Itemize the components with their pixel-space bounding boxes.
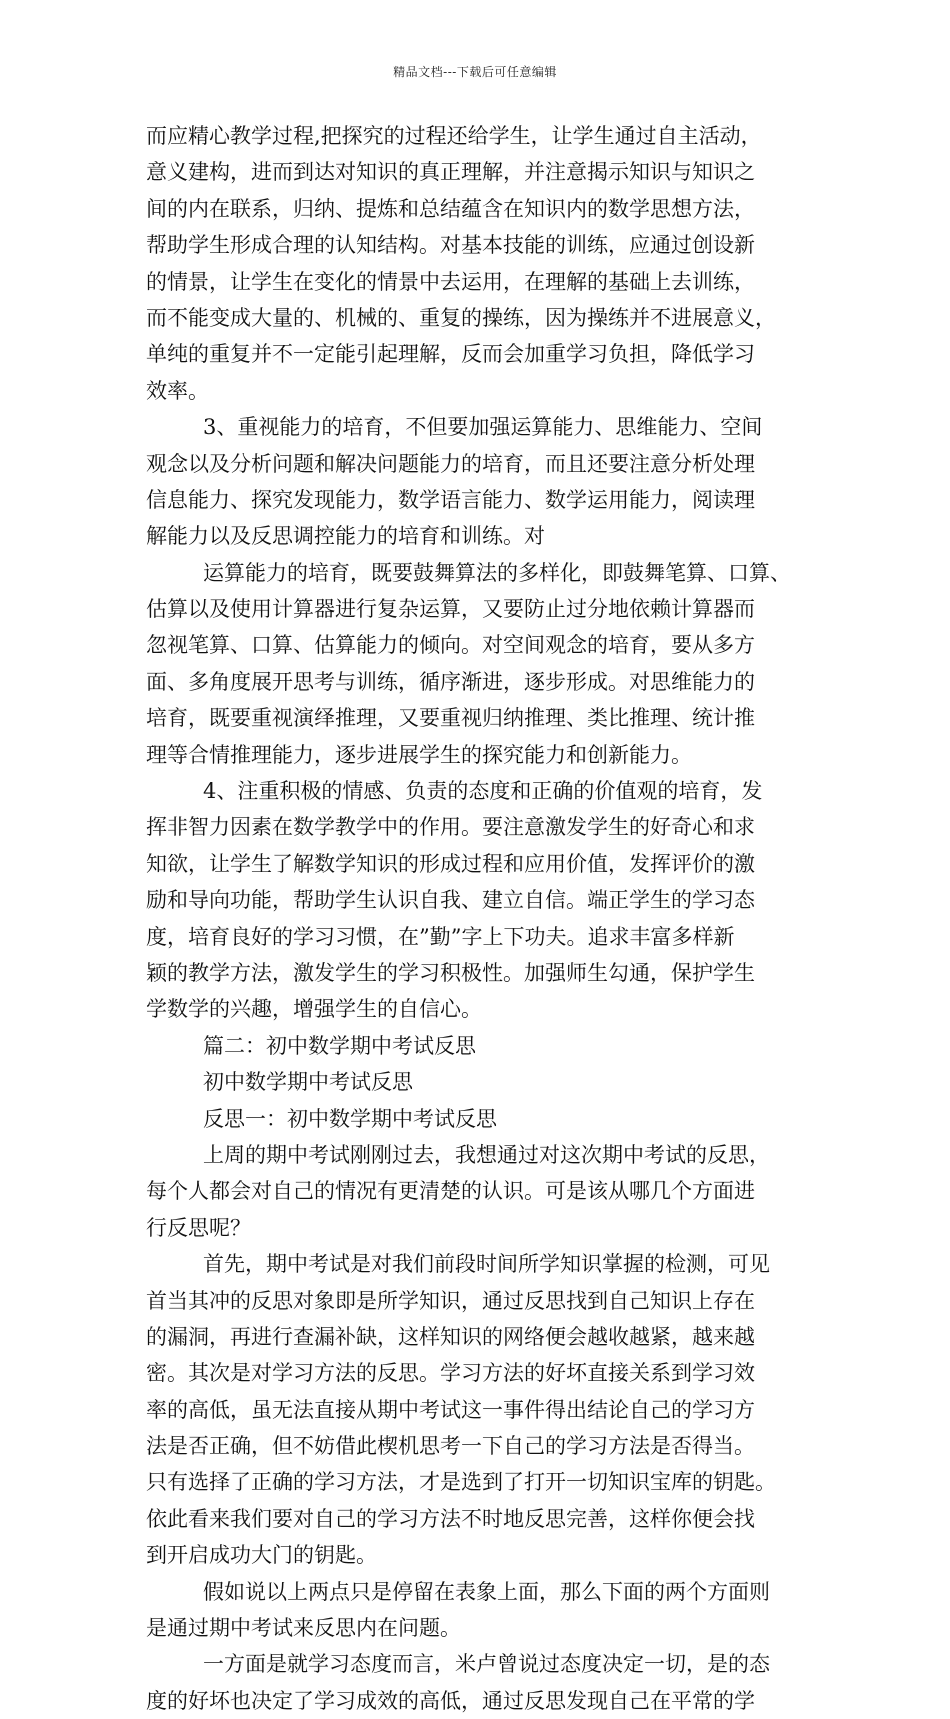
text-line: 反思一：初中数学期中考试反思	[203, 1106, 497, 1131]
text-line: 励和导向功能，帮助学生认识自我、建立自信。端正学生的学习态	[146, 888, 755, 913]
text-line: 而应精心教学过程,把探究的过程还给学生，让学生通过自主活动，	[146, 124, 762, 148]
text-line: 挥非智力因素在数学教学中的作用。要注意激发学生的好奇心和求	[146, 815, 755, 840]
text-line: 篇二：初中数学期中考试反思	[203, 1033, 476, 1058]
text-line: 假如说以上两点只是停留在表象上面，那么下面的两个方面则	[203, 1579, 770, 1604]
text-line: 上周的期中考试刚刚过去，我想通过对这次期中考试的反思，	[203, 1142, 770, 1167]
text-line: 3、重视能力的培育，不但要加强运算能力、思维能力、空间	[203, 415, 763, 440]
text-line: 一方面是就学习态度而言，米卢曾说过态度决定一切，是的态	[203, 1652, 770, 1677]
text-line: 度，培育良好的学习习惯，在”勤”字上下功夫。追求丰富多样新	[146, 924, 735, 949]
text-line: 忽视笔算、口算、估算能力的倾向。对空间观念的培育，要从多方	[146, 633, 755, 658]
text-line: 到开启成功大门的钥匙。	[146, 1543, 377, 1568]
text-line: 的漏洞，再进行查漏补缺，这样知识的网络便会越收越紧，越来越	[146, 1324, 755, 1349]
text-line: 单纯的重复并不一定能引起理解，反而会加重学习负担，降低学习	[146, 342, 755, 367]
text-line: 颖的教学方法，激发学生的学习积极性。加强师生勾通，保护学生	[146, 960, 755, 985]
text-line: 观念以及分析问题和解决问题能力的培育，而且还要注意分析处理	[146, 451, 755, 476]
text-line: 信息能力、探究发现能力，数学语言能力、数学运用能力，阅读理	[146, 487, 755, 512]
document-body	[146, 118, 806, 1719]
text-line: 培育，既要重视演绎推理，又要重视归纳推理、类比推理、统计推	[146, 706, 755, 731]
text-line: 初中数学期中考试反思	[203, 1070, 413, 1095]
text-line: 只有选择了正确的学习方法，才是选到了打开一切知识宝库的钥匙。	[146, 1470, 776, 1495]
text-line: 理等合情推理能力，逐步进展学生的探究能力和创新能力。	[146, 742, 692, 767]
text-line: 的情景，让学生在变化的情景中去运用，在理解的基础上去训练，	[146, 269, 755, 294]
text-line: 效率。	[146, 378, 209, 403]
text-line: 首先，期中考试是对我们前段时间所学知识掌握的检测，可见	[203, 1252, 770, 1277]
text-line: 是通过期中考试来反思内在问题。	[146, 1616, 461, 1641]
text-line: 4、注重积极的情感、负责的态度和正确的价值观的培育，发	[203, 779, 763, 804]
text-line: 而不能变成大量的、机械的、重复的操练，因为操练并不进展意义，	[146, 305, 776, 330]
text-line: 依此看来我们要对自己的学习方法不时地反思完善，这样你便会找	[146, 1506, 755, 1531]
text-line: 解能力以及反思调控能力的培育和训练。对	[146, 524, 545, 549]
text-line: 意义建构，进而到达对知识的真正理解，并注意揭示知识与知识之	[146, 160, 755, 185]
text-line: 度的好坏也决定了学习成效的高低，通过反思发现自己在平常的学	[146, 1688, 755, 1713]
text-line: 法是否正确，但不妨借此楔机思考一下自己的学习方法是否得当。	[146, 1434, 755, 1459]
text-line: 帮助学生形成合理的认知结构。对基本技能的训练，应通过创设新	[146, 233, 755, 258]
page-header: 精品文档---下载后可任意编辑	[393, 65, 557, 79]
text-line: 行反思呢？	[146, 1215, 251, 1240]
text-line: 估算以及使用计算器进行复杂运算，又要防止过分地依赖计算器而	[146, 597, 755, 622]
text-line: 密。其次是对学习方法的反思。学习方法的好坏直接关系到学习效	[146, 1361, 755, 1386]
text-line: 学数学的兴趣，增强学生的自信心。	[146, 997, 482, 1022]
text-line: 知欲，让学生了解数学知识的形成过程和应用价值，发挥评价的激	[146, 851, 755, 876]
text-line: 运算能力的培育，既要鼓舞算法的多样化，即鼓舞笔算、口算、	[203, 560, 791, 585]
text-line: 间的内在联系，归纳、提炼和总结蕴含在知识内的数学思想方法，	[146, 196, 755, 221]
text-line: 每个人都会对自己的情况有更清楚的认识。可是该从哪几个方面进	[146, 1179, 755, 1204]
text-line: 率的高低，虽无法直接从期中考试这一事件得出结论自己的学习方	[146, 1397, 755, 1422]
text-line: 面、多角度展开思考与训练，循序渐进，逐步形成。对思维能力的	[146, 669, 755, 694]
text-line: 首当其冲的反思对象即是所学知识，通过反思找到自己知识上存在	[146, 1288, 755, 1313]
